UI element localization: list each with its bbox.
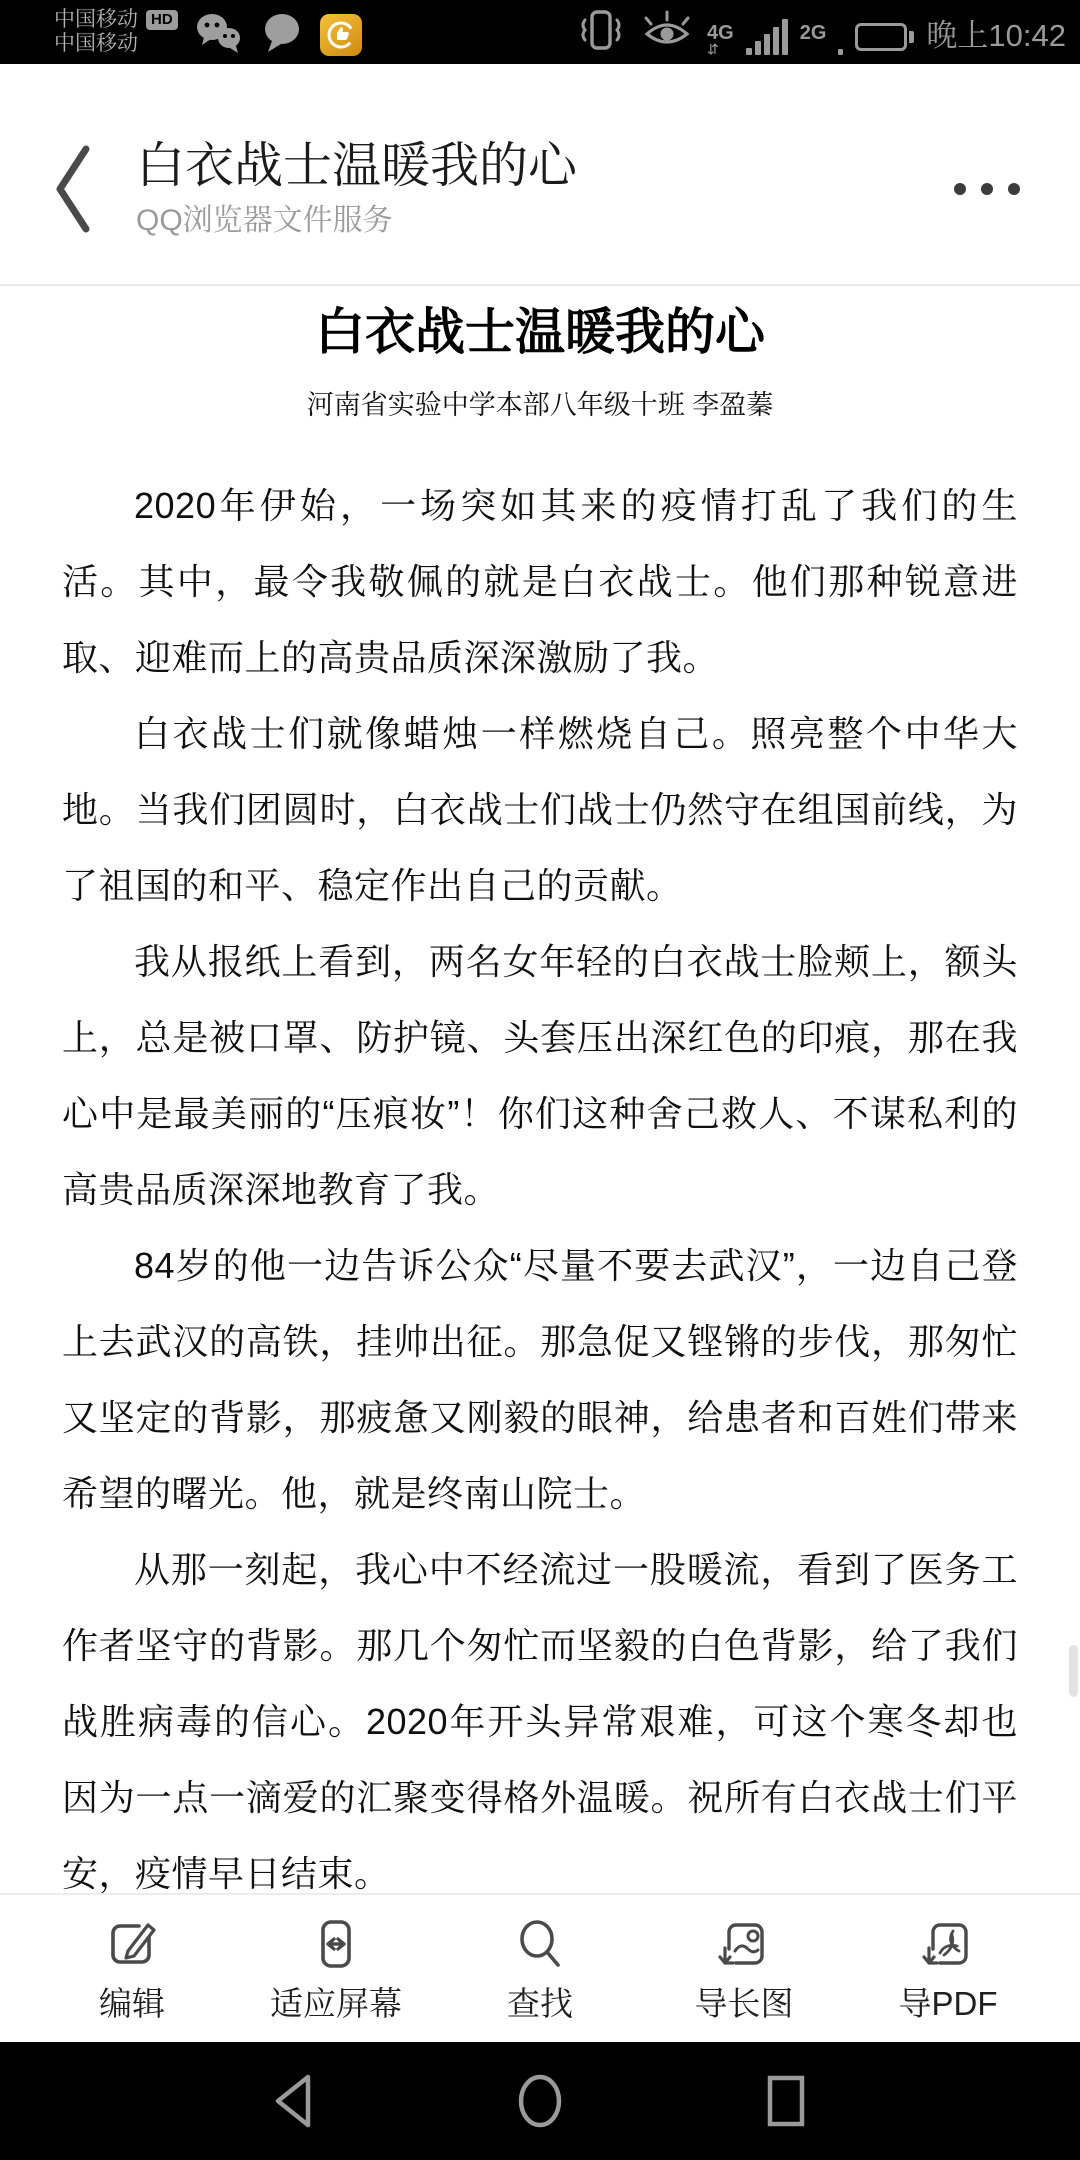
orange-app-notification-icon (320, 14, 362, 56)
signal-strength-icon-sim1 (746, 19, 788, 57)
home-circle-icon (514, 2071, 566, 2131)
document-author: 河南省实验中学本部八年级十班 李盈蓁 (306, 390, 774, 420)
carrier-info (14, 8, 178, 56)
android-navigation-bar (0, 2042, 1080, 2160)
clock-time: 晚上10:42 (926, 17, 1066, 53)
recents-square-icon (760, 2071, 812, 2131)
nav-recents-button[interactable] (751, 2066, 821, 2136)
eye-comfort-icon (639, 8, 695, 57)
find-button[interactable] (438, 1915, 642, 2022)
message-notification-icon (258, 10, 306, 61)
scrollbar-thumb[interactable] (1069, 1645, 1078, 1697)
document-title: 白衣战士温暖我的心 (315, 304, 765, 360)
export-pdf-button[interactable] (846, 1915, 1050, 2022)
wechat-notification-icon (192, 10, 244, 61)
signal-strength-icon-sim2 (838, 19, 843, 57)
nav-back-button[interactable] (259, 2066, 329, 2136)
search-icon (511, 1915, 569, 1978)
export-long-image-icon (715, 1915, 773, 1978)
paragraph: 2020年伊始，一场突如其来的疫情打乱了我们的生活。其中，最令我敬佩的就是白衣战士。他们那种锐意进取、迎难而上的高贵品质深深激励了我。 (62, 485, 1018, 678)
tool-label: 查找 (507, 1985, 573, 2022)
paragraph: 84岁的他一边告诉公众“尽量不要去武汉”，一边自己登上去武汉的高铁，挂帅出征。那急促又铿锵的步伐，那匆忙又坚定的背影，那疲惫又刚毅的眼神，给患者和百姓们带来希望的曙光。他，就是终南山院士。 (62, 1245, 1018, 1514)
tool-label: 导PDF (898, 1985, 998, 2022)
paragraph: 白衣战士们就像蜡烛一样燃烧自己。照亮整个中华大地。当我们团圆时，白衣战士们战士仍然守在组国前线，为了祖国的和平、稳定作出自己的贡献。 (62, 713, 1018, 906)
more-menu-button[interactable] (954, 163, 1020, 215)
battery-icon (855, 23, 914, 51)
file-title: 白衣战士温暖我的心 (136, 139, 578, 193)
export-long-image-button[interactable] (642, 1915, 846, 2022)
edit-button[interactable] (30, 1915, 234, 2022)
carrier-name-2: 中国移动 (54, 32, 138, 55)
export-pdf-icon (919, 1915, 977, 1978)
tool-label: 导长图 (694, 1985, 794, 2022)
bottom-toolbar (0, 1893, 1080, 2042)
fit-screen-button[interactable] (234, 1915, 438, 2022)
paragraph: 我从报纸上看到，两名女年轻的白衣战士脸颊上，额头上，总是被口罩、防护镜、头套压出深红色的印痕，那在我心中是最美丽的“压痕妆”！你们这种舍己救人、不谋私利的高贵品质深深地教育了我。 (62, 941, 1018, 1210)
back-button[interactable] (52, 143, 94, 235)
edit-icon (103, 1915, 161, 1978)
file-service-subtitle: QQ浏览器文件服务 (136, 204, 393, 237)
volte-hd-badge: HD (146, 10, 178, 30)
network-type-4g: 4G ⇵ (707, 21, 734, 57)
chevron-left-icon (52, 143, 94, 235)
back-triangle-icon (268, 2071, 320, 2131)
app-header (0, 64, 1080, 286)
status-bar (0, 0, 1080, 64)
fit-screen-icon (307, 1915, 365, 1978)
paragraph: 从那一刻起，我心中不经流过一股暖流，看到了医务工作者坚守的背影。那几个匆忙而坚毅的白色背影，给了我们战胜病毒的信心。2020年开头异常艰难，可这个寒冬却也因为一点一滴爱的汇聚变得格外温暖。祝所有白衣战士们平安，疫情早日结束。 (62, 1549, 1018, 1893)
document-viewport[interactable] (0, 288, 1080, 1893)
nav-home-button[interactable] (505, 2066, 575, 2136)
carrier-name-1: 中国移动 (54, 8, 138, 31)
tool-label: 适应屏幕 (270, 1985, 402, 2022)
document-body (62, 468, 1018, 1893)
tool-label: 编辑 (99, 1985, 165, 2022)
network-type-2g: 2G (799, 21, 827, 44)
vibrate-mode-icon (575, 8, 627, 57)
